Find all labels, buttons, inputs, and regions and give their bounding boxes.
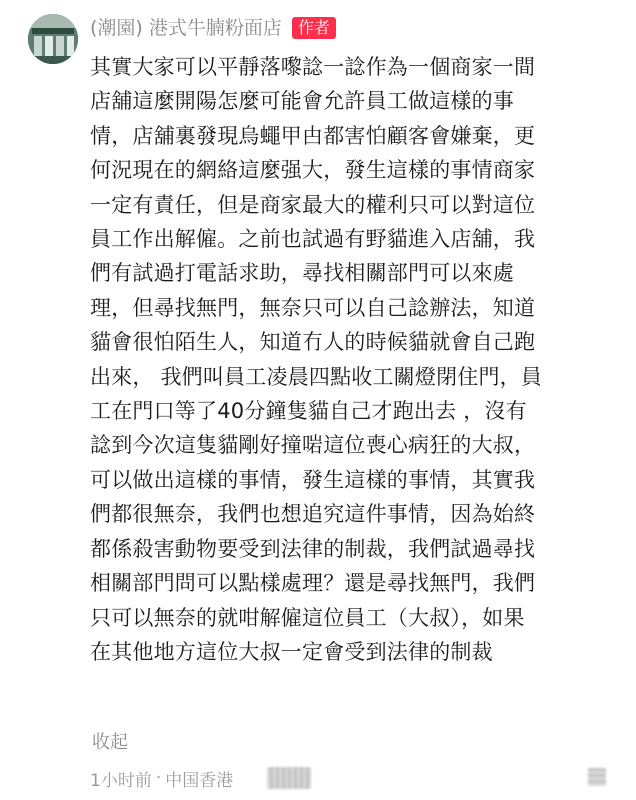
- comment-line: 一定有責任，但是商家最大的權利只可以對這位: [90, 192, 536, 217]
- redacted-reply-icon[interactable]: [267, 767, 311, 789]
- redacted-like-icon: [588, 768, 606, 786]
- like-button[interactable]: [588, 768, 606, 786]
- comment-header: [90, 14, 336, 42]
- comment-line: 員工作出解僱。之前也試過有野貓進入店舖，我: [90, 227, 536, 252]
- comment-line: 理，但尋找無門，無奈只可以自己諗辦法，知道: [90, 295, 536, 320]
- meta-separator: ·: [155, 768, 162, 788]
- comment-body: [90, 50, 620, 669]
- comment-line: 只可以無奈的就咁解僱這位員工（大叔），如果: [90, 605, 525, 630]
- comment-line: 店舖這麼開陽怎麼可能會允許員工做這樣的事: [90, 89, 514, 114]
- collapse-button[interactable]: 收起: [92, 732, 128, 753]
- author-badge: 作者: [292, 17, 336, 39]
- comment-line: 都係殺害動物要受到法律的制裁，我們試過尋找: [90, 536, 536, 561]
- comment-meta: [90, 764, 311, 792]
- comment-line: 們有試過打電話求助，尋找相關部門可以來處: [90, 261, 514, 286]
- comment-line: 工在門口等了40分鐘隻貓自己才跑出去 ，沒有: [90, 399, 527, 424]
- location-label: 中国香港: [165, 770, 234, 791]
- storefront-avatar-icon: [28, 14, 78, 64]
- comment-line: 們都很無奈，我們也想追究這件事情，因為始終: [90, 502, 536, 527]
- comment-line: 可以做出這樣的事情，發生這樣的事情，其實我: [90, 467, 536, 492]
- comment-line: 情，店舖裏發現烏蠅甲甴都害怕顧客會嫌棄，更: [90, 123, 536, 148]
- comment-line: 出來， 我們叫員工凌晨四點收工關燈閉住門，員: [90, 364, 543, 389]
- username-link[interactable]: (潮園) 港式牛腩粉面店: [90, 17, 282, 39]
- avatar[interactable]: [28, 14, 78, 64]
- comment-line: 諗到今次這隻貓剛好撞啱這位喪心病狂的大叔，: [90, 433, 536, 458]
- comment-line: 在其他地方這位大叔一定會受到法律的制裁: [90, 639, 493, 664]
- comment-line: 貓會很怕陌生人，知道冇人的時候貓就會自己跑: [90, 330, 536, 355]
- comment-line: 相關部門問可以點樣處理？還是尋找無門，我們: [90, 571, 536, 596]
- comment-line: 何況現在的網絡這麼强大，發生這樣的事情商家: [90, 158, 536, 183]
- comment-line: 其實大家可以平靜落嚟諗一諗作為一個商家一間: [90, 55, 536, 79]
- timestamp: 1小时前: [90, 770, 152, 791]
